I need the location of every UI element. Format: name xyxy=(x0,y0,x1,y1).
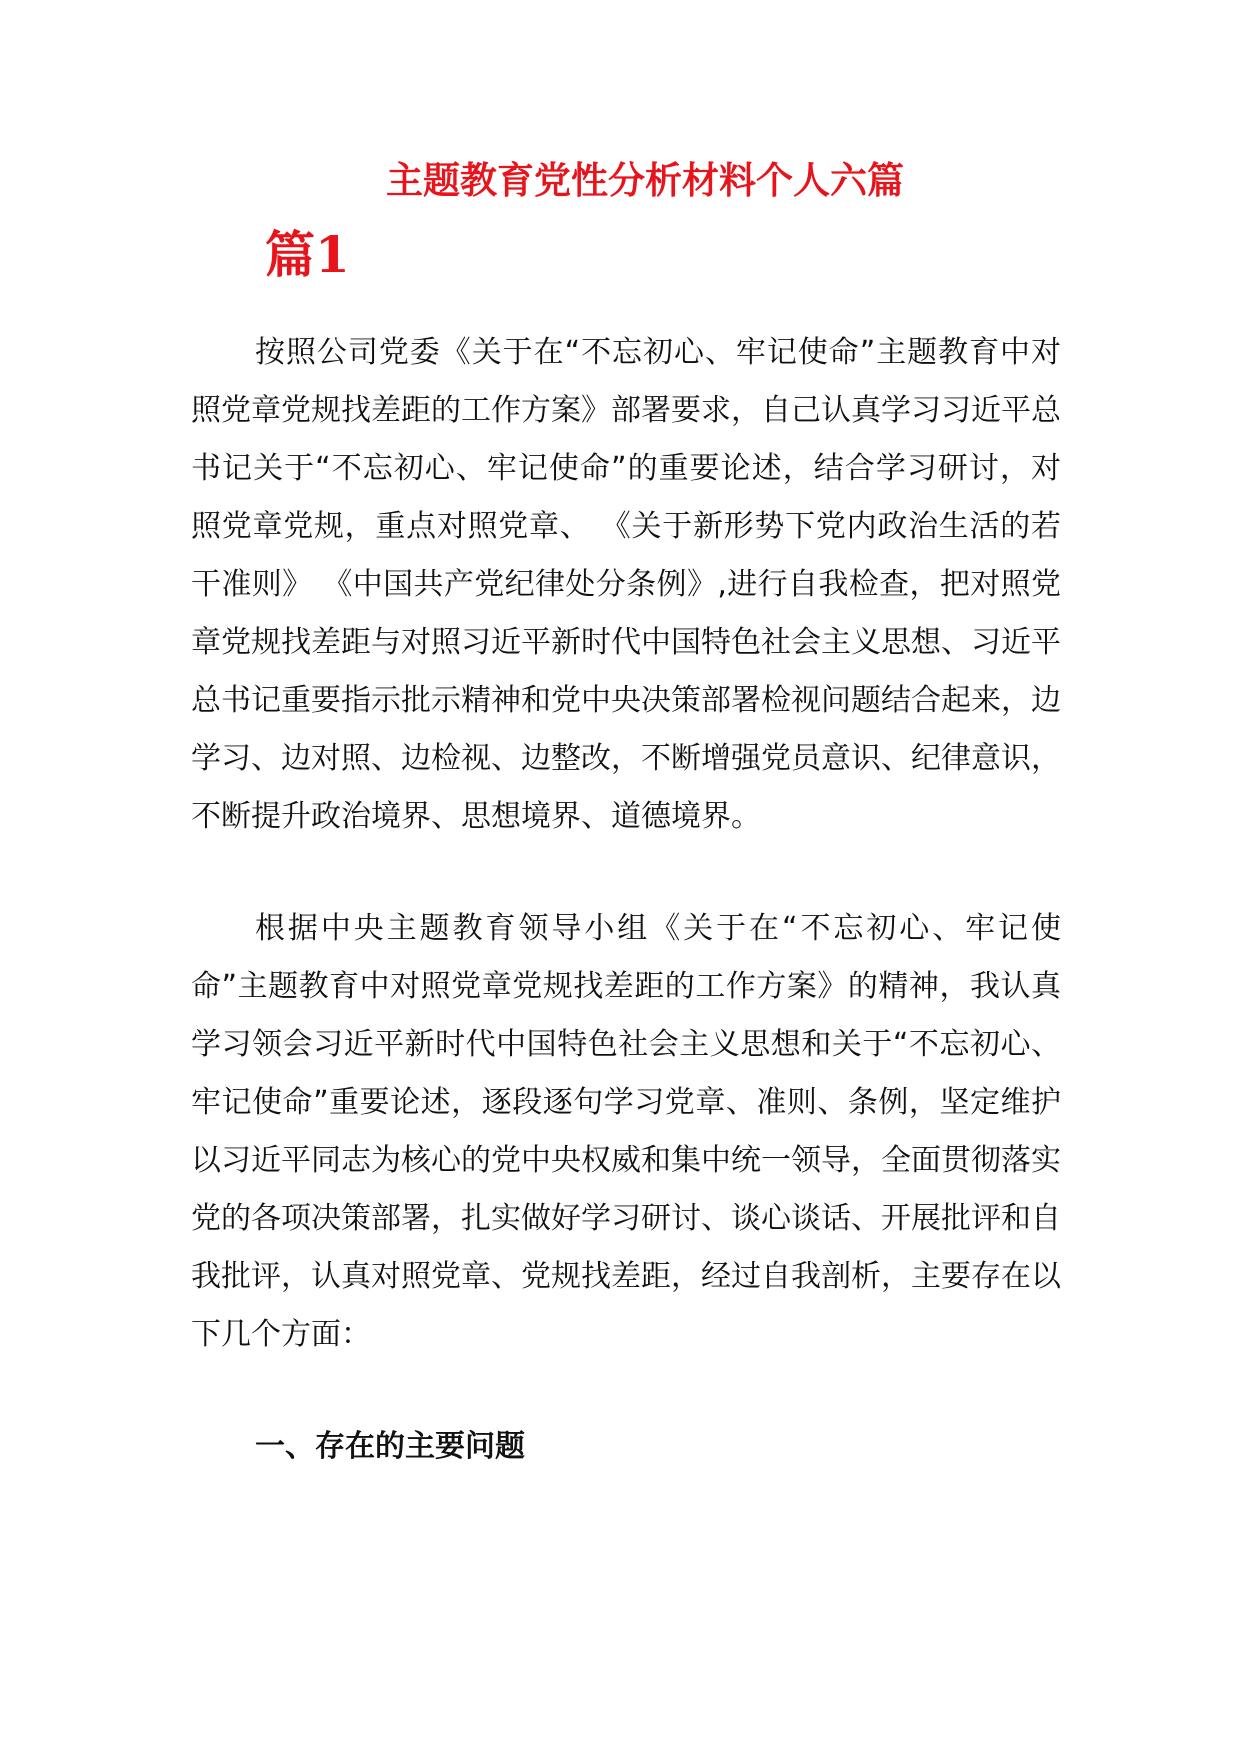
body-paragraph-1: 按照公司党委《关于在“不忘初心、牢记使命”主题教育中对照党章党规找差距的工作方案》部署要求，自己认真学习习近平总书记关于“不忘初心、牢记使命”的重要论述，结合学习研讨，对照党章党规，重点对照党章、 《关于新形势下党内政治生活的若干准则》 《中国共产党纪律处分条例》,进行自我检查，把对照党章党规找差距与对照习近平新时代中国特色社会主义思想、习近平总书记重要指示批示精神和党中央决策部署检视问题结合起来，边学习、边对照、边检视、边整改，不断增强党员意识、纪律意识，不断提升政治境界、思想境界、道德境界。 xyxy=(191,335,1061,834)
document-title: 主题教育党性分析材料个人六篇 xyxy=(386,158,904,202)
document-body xyxy=(191,324,1061,1476)
section-label: 篇1 xyxy=(265,225,350,284)
body-paragraph-2: 根据中央主题教育领导小组《关于在“不忘初心、牢记使命”主题教育中对照党章党规找差距的工作方案》的精神，我认真学习领会习近平新时代中国特色社会主义思想和关于“不忘初心、牢记使命”重要论述，逐段逐句学习党章、准则、条例，坚定维护以习近平同志为核心的党中央权威和集中统一领导，全面贯彻落实党的各项决策部署，扎实做好学习研讨、谈心谈话、开展批评和自我批评，认真对照党章、党规找差距，经过自我剖析，主要存在以下几个方面： xyxy=(191,911,1061,1352)
subheading-main-problems: 一、存在的主要问题 xyxy=(255,1429,525,1464)
